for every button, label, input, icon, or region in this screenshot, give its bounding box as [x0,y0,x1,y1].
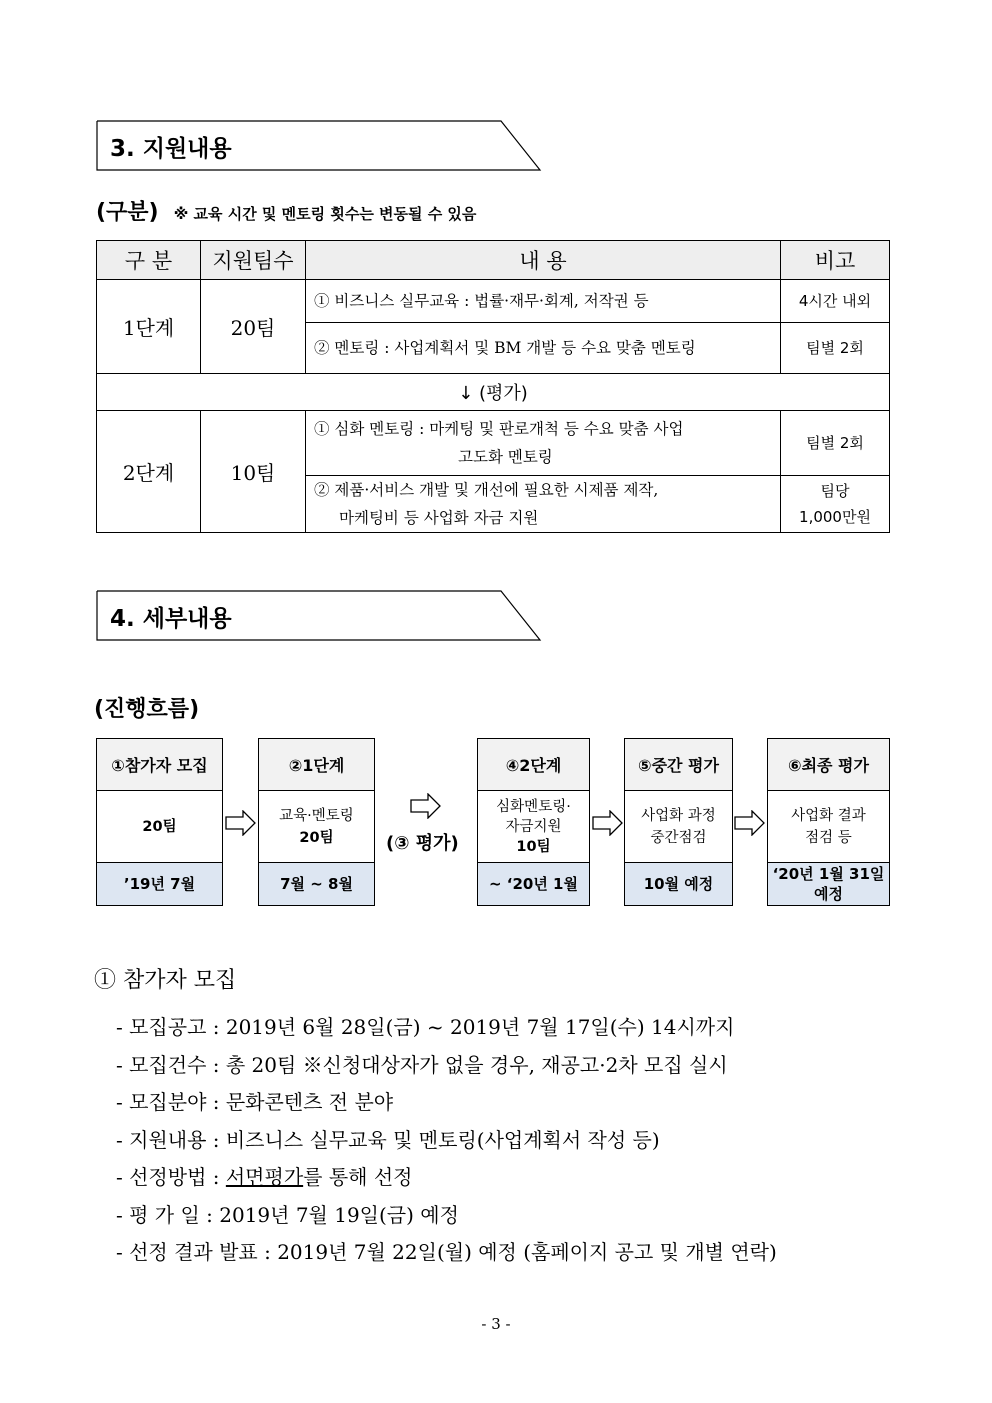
stage2-teams: 10팀 [201,411,306,533]
stage2-item1-line1: ① 심화 멘토링 : 마케팅 및 판로개척 등 수요 맞춤 사업 [314,420,684,438]
stage2-item2-note-line1: 팀당 [820,482,850,500]
section-4-title: 4. 세부내용 [110,606,232,632]
section-3-title: 3. 지원내용 [110,136,232,162]
stage1-item2-note: 팀별 2회 [781,323,890,374]
list-item [116,1161,777,1199]
flow-step-body-line: 사업화 과정 [641,807,716,824]
flow-step-stage2 [477,738,590,906]
flow-step-body-line: 20팀 [142,818,177,835]
stage2-name: 2단계 [97,411,201,533]
section-3-header [96,120,542,172]
stage2-item1-line2: 고도화 멘토링 [458,448,553,466]
flow-step-body-line: 자금지원 [505,818,562,835]
stage2-item1-content [306,411,781,476]
recruit-bullets [116,1011,777,1274]
header-content: 내 용 [306,241,781,280]
flow-step-body-line: 중간점검 [650,829,707,846]
flow-step-title: ⑤중간 평가 [625,739,732,791]
flow-step-midterm [624,738,733,906]
flow-step-date-line: 예정 [814,885,843,903]
flow-step-date: ’19년 7월 [97,863,222,905]
evaluation-row [97,374,890,411]
flow-step-body-line: 10팀 [516,838,551,855]
list-item: - 지원내용 : 비즈니스 실무교육 및 멘토링(사업계획서 작성 등) [116,1127,660,1152]
flow-step-body-line: 교육·멘토링 [279,807,354,824]
flow-step-date: 10월 예정 [625,863,732,905]
table-row [97,411,890,476]
flow-step-date [768,863,889,905]
stage1-item1-note: 4시간 내외 [781,280,890,323]
flow-step-body [768,791,889,863]
stage2-item2-note-line2: 1,000만원 [799,508,871,526]
flow-step-body [625,791,732,863]
stage1-name: 1단계 [97,280,201,374]
stage2-item2-line1: ② 제품·서비스 개발 및 개선에 필요한 시제품 제작, [314,481,659,499]
flow-step-title: ②1단계 [259,739,374,791]
flow-arrow-icon [734,810,766,836]
list-item: - 평 가 일 : 2019년 7월 19일(금) 예정 [116,1202,459,1227]
division-heading [96,195,476,226]
method-suffix: 를 통해 선정 [303,1165,413,1189]
flow-step-body-line: 사업화 결과 [791,807,866,824]
stage1-item2-content: ② 멘토링 : 사업계획서 및 BM 개발 등 수요 맞춤 멘토링 [306,323,781,374]
evaluation-label: ↓ (평가) [97,374,890,411]
flow-step-body-line: 점검 등 [805,829,852,846]
header-note: 비고 [781,241,890,280]
flow-step-date: ~ ‘20년 1월 [478,863,589,905]
flow-step-title: ④2단계 [478,739,589,791]
stage1-item1-content: ① 비즈니스 실무교육 : 법률·재무·회계, 저작권 등 [306,280,781,323]
list-item: - 모집공고 : 2019년 6월 28일(금) ~ 2019년 7월 17일(수) 14시까지 [116,1015,735,1039]
page-number: - 3 - [481,1315,511,1333]
flow-step-body-line: 20팀 [299,829,334,846]
flow-step-body [259,791,374,863]
stage1-teams: 20팀 [201,280,306,374]
stage2-item2-content [306,476,781,533]
recruit-title: ① 참가자 모집 [94,968,237,993]
list-item: - 모집분야 : 문화콘텐츠 전 분야 [116,1090,394,1114]
flow-heading [94,692,199,723]
header-division: 구 분 [97,241,201,280]
stage2-item1-note: 팀별 2회 [781,411,890,476]
method-underlined: 서면평가 [225,1165,304,1189]
table-row [97,280,890,323]
flow-step-recruit [96,738,223,906]
flow-step-date: 7월 ~ 8월 [259,863,374,905]
flow-step-body [97,791,222,863]
support-table [96,240,890,533]
flow-step-body-line: 심화멘토링· [496,798,571,815]
flow-label: (진행흐름) [94,697,200,722]
table-header-row [97,241,890,280]
flow-arrow-icon [225,810,257,836]
flow-step-final [767,738,890,906]
flow-step-date-line: ‘20년 1월 31일 [772,865,885,883]
flow-arrow-icon [592,810,624,836]
division-label: (구분) [96,200,159,225]
flow-step-stage1 [258,738,375,906]
header-teams: 지원팀수 [201,241,306,280]
stage2-item2-line2: 마케팅비 등 사업화 자금 지원 [339,509,539,527]
flow-step-title: ①참가자 모집 [97,739,222,791]
flow-step-body [478,791,589,863]
division-note: ※ 교육 시간 및 멘토링 횟수는 변동될 수 있음 [173,205,477,223]
section-4-header [96,590,542,642]
flow-arrow-icon [410,793,442,819]
list-item: - 선정 결과 발표 : 2019년 7월 22일(월) 예정 (홈페이지 공고 및 개별 연락) [116,1240,777,1264]
list-item: - 모집건수 : 총 20팀 ※신청대상자가 없을 경우, 재공고·2차 모집 실시 [116,1052,728,1077]
flow-eval3-label: (③ 평가) [386,833,459,854]
method-prefix: - 선정방법 : [116,1165,226,1189]
stage2-item2-note [781,476,890,533]
flow-step-title: ⑥최종 평가 [768,739,889,791]
